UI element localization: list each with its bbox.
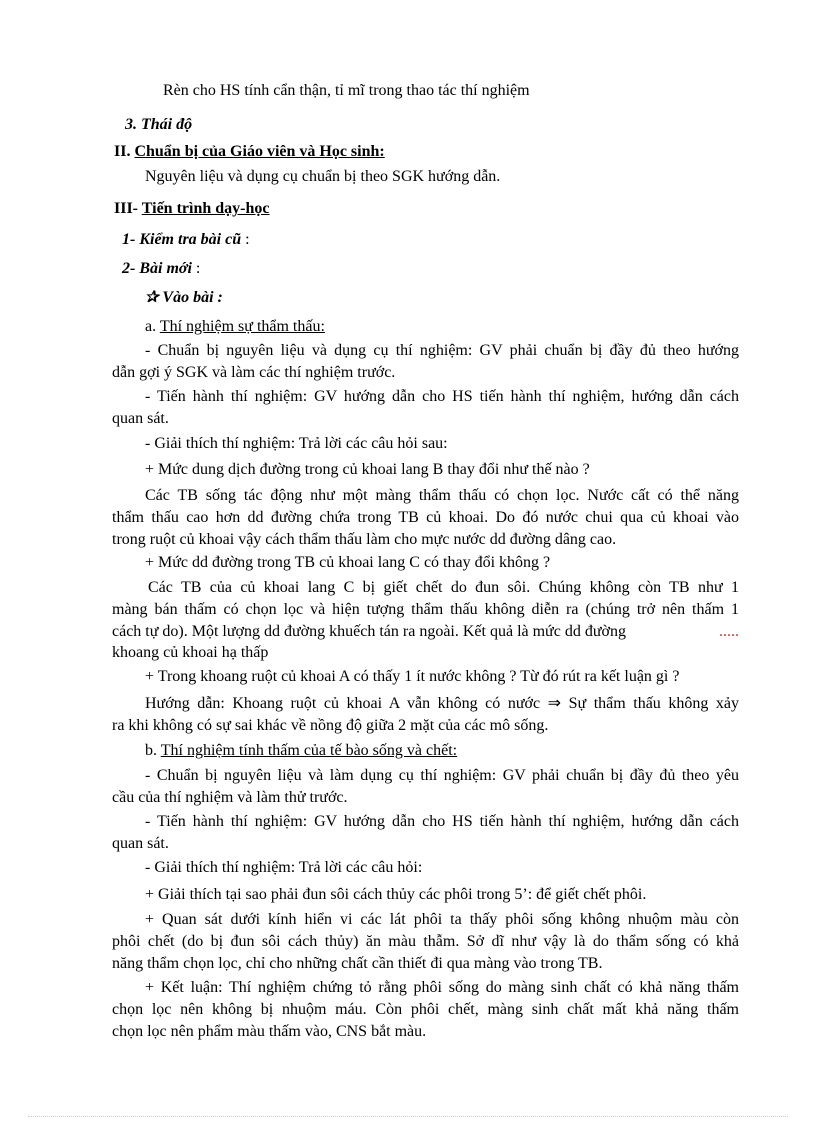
check-old-lesson (122, 230, 250, 250)
a-explain-line: - Giải thích thí nghiệm: Trả lời các câu hỏi sau: (145, 435, 448, 452)
a-run-line-2: quan sát. (112, 410, 169, 427)
answer-1-line-2: thẩm thấu cao hơn dd đường chứa trong TB củ khoai. Do đó nước chui qua củ khoai vào (112, 509, 739, 526)
answer-2-line-3-text: cách tự do). Một lượng dd đường khuếch tán ra ngoài. Kết quả là mức dd đường (112, 623, 626, 640)
b-conclusion-line-1: + Kết luận: Thí nghiệm chứng tỏ rằng phôi sống do màng sinh chất có khả năng thấm (145, 979, 739, 996)
answer-1-line-1: Các TB sống tác động như một màng thẩm thấu có chọn lọc. Nước cất có thể năng (145, 487, 739, 504)
footer-divider (28, 1116, 788, 1117)
section-2-heading (114, 142, 385, 162)
check-old-tail: : (241, 231, 250, 248)
experiment-a-title: Thí nghiệm sự thẩm thấu: (159, 318, 325, 335)
check-old-label: 1- Kiểm tra bài cũ (122, 231, 242, 248)
experiment-b-prefix: b. (145, 742, 157, 759)
answer-1-line-3: trong ruột củ khoai vậy cách thẩm thấu làm cho mực nước dd đường dâng cao. (112, 531, 617, 548)
b-question-1: + Giải thích tại sao phải đun sôi cách thủy các phôi trong 5’: để giết chết phôi. (145, 886, 647, 903)
section-3-number: III- (114, 200, 139, 217)
question-3: + Trong khoang ruột củ khoai A có thấy 1 ít nước không ? Từ đó rút ra kết luận gì ? (145, 668, 680, 685)
experiment-b-heading (145, 741, 457, 761)
b-run-line-2: quan sát. (112, 835, 169, 852)
intro-line (145, 288, 223, 308)
a-prep-line-2: dẫn gợi ý SGK và làm các thí nghiệm trước. (112, 364, 396, 381)
b-explain-line: - Giải thích thí nghiệm: Trả lời các câu hỏi: (145, 859, 423, 876)
a-run-line-1: - Tiến hành thí nghiệm: GV hướng dẫn cho HS tiến hành thí nghiệm, hướng dẫn cách (145, 388, 739, 405)
a-prep-line-1: - Chuẩn bị nguyên liệu và dụng cụ thí nghiệm: GV phải chuẩn bị đầy đủ theo hướng (145, 342, 739, 359)
new-lesson-label: 2- Bài mới (122, 260, 192, 277)
section-3-title: Tiến trình dạy-học (141, 200, 270, 217)
question-2: + Mức dd đường trong TB củ khoai lang C có thay đổi không ? (145, 554, 551, 571)
experiment-b-title: Thí nghiệm tính thấm của tế bào sống và chết: (160, 742, 458, 759)
new-lesson (122, 259, 200, 279)
b-run-line-1: - Tiến hành thí nghiệm: GV hướng dẫn cho HS tiến hành thí nghiệm, hướng dẫn cách (145, 813, 739, 830)
skill-line: Rèn cho HS tính cẩn thận, tỉ mĩ trong thao tác thí nghiệm (163, 82, 530, 99)
b-prep-line-1: - Chuẩn bị nguyên liệu và làm dụng cụ thí nghiệm: GV phải chuẩn bị đầy đủ theo yêu (145, 767, 739, 784)
b-conclusion-line-3: chọn lọc nên phẩm màu thấm vào, CNS bắt màu. (112, 1023, 427, 1040)
answer-3-line-2: ra khi không có sự sai khác về nồng độ giữa 2 mặt của các mô sống. (112, 717, 549, 734)
section-2-number: II. (114, 143, 131, 160)
b-observation-line-1: + Quan sát dưới kính hiển vi các lát phôi ta thấy phôi sống không nhuộm màu còn (145, 911, 739, 928)
answer-2-dots: ..... (719, 623, 739, 640)
answer-3-line-1: Hướng dẫn: Khoang ruột củ khoai A vẫn không có nước ⇒ Sự thẩm thấu không xảy (145, 695, 739, 712)
b-prep-line-2: cầu của thí nghiệm và làm thử trước. (112, 789, 348, 806)
b-observation-line-3: năng thẩm chọn lọc, chỉ cho những chất cần thiết đi qua màng vào trong TB. (112, 955, 603, 972)
attitude-heading: 3. Thái độ (125, 116, 193, 133)
answer-2-line-1: Các TB của củ khoai lang C bị giết chết do đun sôi. Chúng không còn TB như 1 (148, 579, 739, 596)
section-2-title: Chuẩn bị của Giáo viên và Học sinh: (134, 143, 385, 160)
b-conclusion-line-2: chọn lọc nên không bị nhuộm máu. Còn phôi chết, màng sinh chất mất khả năng thấm (112, 1001, 739, 1018)
star-bullet-icon: ✰ (145, 289, 159, 306)
new-lesson-tail: : (191, 260, 201, 277)
question-1: + Mức dung dịch đường trong củ khoai lang B thay đổi như thế nào ? (145, 461, 590, 478)
section-3-heading (114, 199, 269, 219)
answer-2-line-2: màng bán thấm có chọn lọc và hiện tượng thẩm thấu không diễn ra (chúng trở nên thấm 1 (112, 601, 739, 618)
intro-label: Vào bài : (158, 289, 223, 306)
experiment-a-prefix: a. (145, 318, 157, 335)
answer-2-line-4: khoang củ khoai hạ thấp (112, 644, 269, 661)
prep-text: Nguyên liệu và dụng cụ chuẩn bị theo SGK hướng dẫn. (145, 168, 501, 185)
b-observation-line-2: phôi chết (do bị đun sôi cách thủy) ăn màu thẫm. Sở dĩ như vậy là do thẩm sống có khả (112, 933, 739, 950)
answer-2-line-3 (112, 622, 739, 642)
experiment-a-heading (145, 317, 325, 337)
